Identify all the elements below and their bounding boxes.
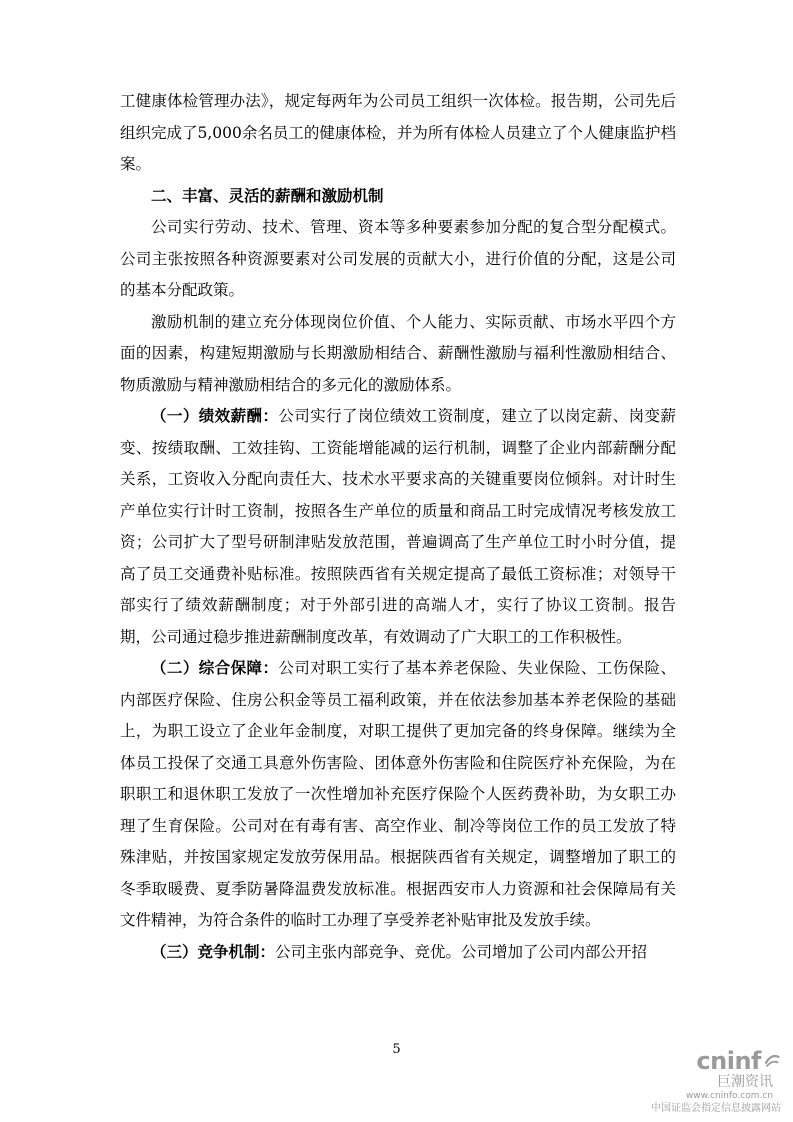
- paragraph-4: [120, 401, 676, 653]
- watermark-name: 巨潮资讯: [717, 1074, 773, 1090]
- paragraph-text: 公司实行了岗位绩效工资制度，建立了以岗定薪、岗变薪变、按绩取酬、工效挂钩、工资能增能减的运行机制，调整了企业内部薪酬分配关系，工资收入分配向责任大、技术水平要求高的关键重要岗位倾斜。对计时生产单位实行计时工资制，按照各生产单位的质量和商品工时完成情况考核发放工资；公司扩大了型号研制津贴发放范围，普遍调高了生产单位工时小时分值，提高了员工交通费补贴标准。按照陕西省有关规定提高了最低工资标准；对领导干部实行了绩效薪酬制度；对于外部引进的高端人才，实行了协议工资制。报告期，公司通过稳步推进薪酬制度改革，有效调动了广大职工的工作积极性。: [120, 407, 676, 646]
- subsection-lead: （一）绩效薪酬：: [151, 407, 279, 425]
- subsection-lead: （三）竞争机制：: [151, 942, 276, 961]
- watermark-url: www.cninfo.com.cn: [685, 1091, 773, 1101]
- paragraph-text: 公司对职工实行了基本养老保险、失业保险、工伤保险、内部医疗保险、住房公积金等员工福利政策，并在依法参加基本养老保险的基础上，为职工设立了企业年金制度，对职工提供了更加完备的终身保障。继续为全体员工投保了交通工具意外伤害险、团体意外伤害险和住院医疗补充保险，为在职职工和退休职工发放了一次性增加补充医疗保险个人医药费补助，为女职工办理了生育保险。公司对在有毒有害、高空作业、制冷等岗位工作的员工发放了特殊津贴，并按国家规定发放劳保用品。根据陕西省有关规定，调整增加了职工的冬季取暖费、夏季防暑降温费发放标准。根据西安市人力资源和社会保障局有关文件精神，为符合条件的临时工办理了享受养老补贴审批及发放手续。: [120, 659, 676, 929]
- page-number: 5: [392, 1042, 401, 1057]
- paragraph-6: [120, 937, 676, 969]
- document-body: [120, 86, 676, 968]
- section-heading: 二、丰富、灵活的薪酬和激励机制: [151, 186, 384, 205]
- paragraph-1: 工健康体检管理办法》，规定每两年为公司员工组织一次体检。报告期，公司先后组织完成了5,000余名员工的健康体检，并为所有体检人员建立了个人健康监护档案。: [120, 92, 676, 173]
- paragraph-3: 激励机制的建立充分体现岗位价值、个人能力、实际贡献、市场水平四个方面的因素，构建短期激励与长期激励相结合、薪酬性激励与福利性激励相结合、物质激励与精神激励相结合的多元化的激励体系。: [120, 312, 676, 394]
- paragraph-text: 公司主张内部竞争、竞优。公司增加了公司内部公开招: [275, 942, 648, 961]
- cninfo-watermark: [631, 1048, 781, 1115]
- swoosh-icon: [763, 1052, 781, 1070]
- watermark-tagline: 中国证监会指定信息披露网站: [651, 1103, 781, 1114]
- paragraph-2: 公司实行劳动、技术、管理、资本等多种要素参加分配的复合型分配模式。公司主张按照各种资源要素对公司发展的贡献大小，进行价值的分配，这是公司的基本分配政策。: [120, 218, 676, 299]
- paragraph-5: [120, 653, 676, 937]
- subsection-lead: （二）综合保障：: [151, 659, 279, 677]
- watermark-logo: cninf: [696, 1047, 761, 1075]
